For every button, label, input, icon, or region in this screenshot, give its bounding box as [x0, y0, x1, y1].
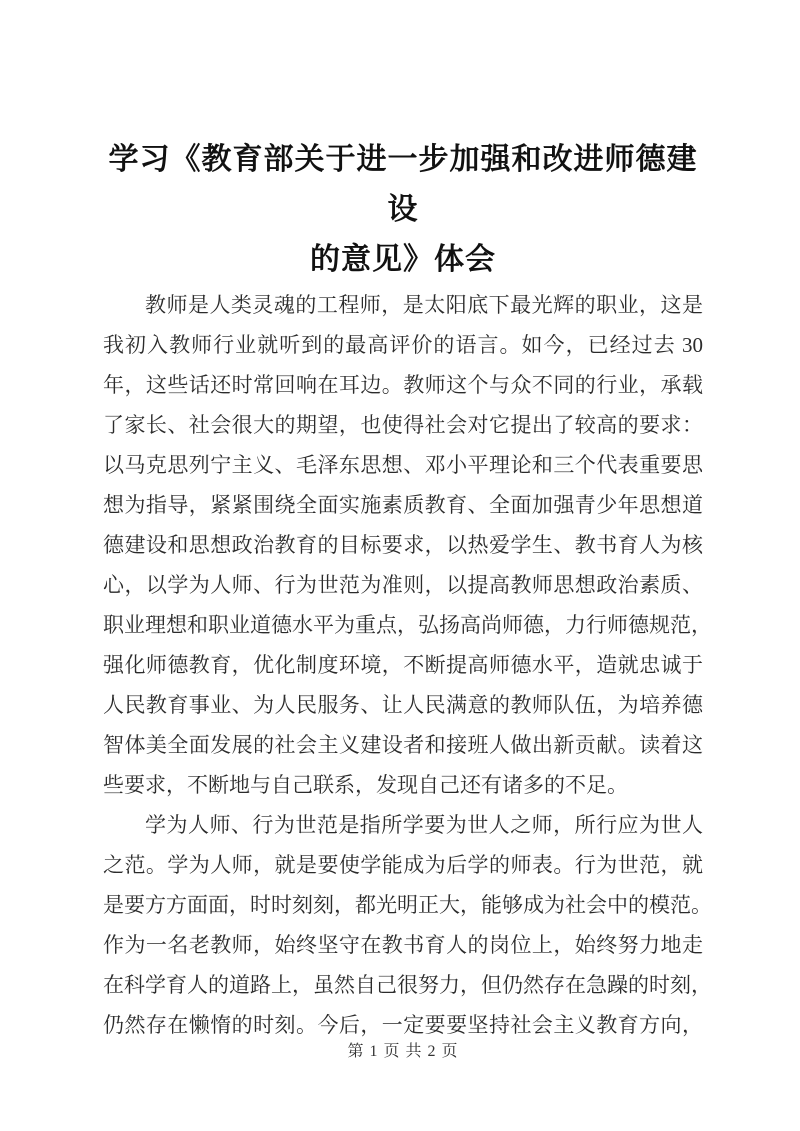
text-line: 以马克思列宁主义、毛泽东思想、邓小平理论和三个代表重要思 — [103, 453, 703, 477]
page-number-label: 第 1 页 共 2 页 — [347, 1043, 459, 1060]
text-line: 之范。学为人师，就是要使学能成为后学的师表。行为世范，就 — [103, 853, 703, 877]
text-line: 是要方方面面，时时刻刻，都光明正大，能够成为社会中的模范。 — [103, 893, 712, 917]
document-content — [103, 0, 712, 1045]
text-line: 了家长、社会很大的期望，也使得社会对它提出了较高的要求： — [103, 413, 703, 437]
text-line: 想为指导，紧紧围绕全面实施素质教育、全面加强青少年思想道 — [103, 493, 703, 517]
text-line: 职业理想和职业道德水平为重点，弘扬高尚师德，力行师德规范， — [103, 613, 712, 637]
document-title — [103, 135, 703, 285]
text-line: 德建设和思想政治教育的目标要求，以热爱学生、教书育人为核 — [103, 533, 703, 557]
text-line: 人民教育事业、为人民服务、让人民满意的教师队伍，为培养德 — [103, 693, 703, 717]
text-line: 我初入教师行业就听到的最高评价的语言。如今，已经过去 30 — [103, 333, 703, 357]
text-line: 年，这些话还时常回响在耳边。教师这个与众不同的行业，承载 — [103, 373, 703, 397]
text-line: 学为人师、行为世范是指所学要为世人之师，所行应为世人 — [145, 813, 703, 837]
text-line: 在科学育人的道路上，虽然自己很努力，但仍然存在急躁的时刻， — [103, 973, 712, 997]
document-body — [103, 285, 712, 1045]
text-line: 强化师德教育，优化制度环境，不断提高师德水平，造就忠诚于 — [103, 653, 703, 677]
text-line: 作为一名老教师，始终坚守在教书育人的岗位上，始终努力地走 — [103, 933, 703, 957]
title-line: 的意见》体会 — [310, 243, 496, 276]
page-footer — [103, 1038, 703, 1061]
text-line: 些要求，不断地与自己联系，发现自己还有诸多的不足。 — [103, 773, 628, 797]
paragraph — [103, 805, 712, 1045]
text-line: 智体美全面发展的社会主义建设者和接班人做出新贡献。读着这 — [103, 733, 703, 757]
text-line: 教师是人类灵魂的工程师，是太阳底下最光辉的职业，这是 — [145, 293, 703, 317]
text-line: 仍然存在懒惰的时刻。今后，一定要要坚持社会主义教育方向， — [103, 1013, 703, 1037]
paragraph — [103, 285, 712, 805]
text-line: 心，以学为人师、行为世范为准则，以提高教师思想政治素质、 — [103, 573, 703, 597]
title-line: 学习《教育部关于进一步加强和改进师德建设 — [108, 143, 698, 226]
